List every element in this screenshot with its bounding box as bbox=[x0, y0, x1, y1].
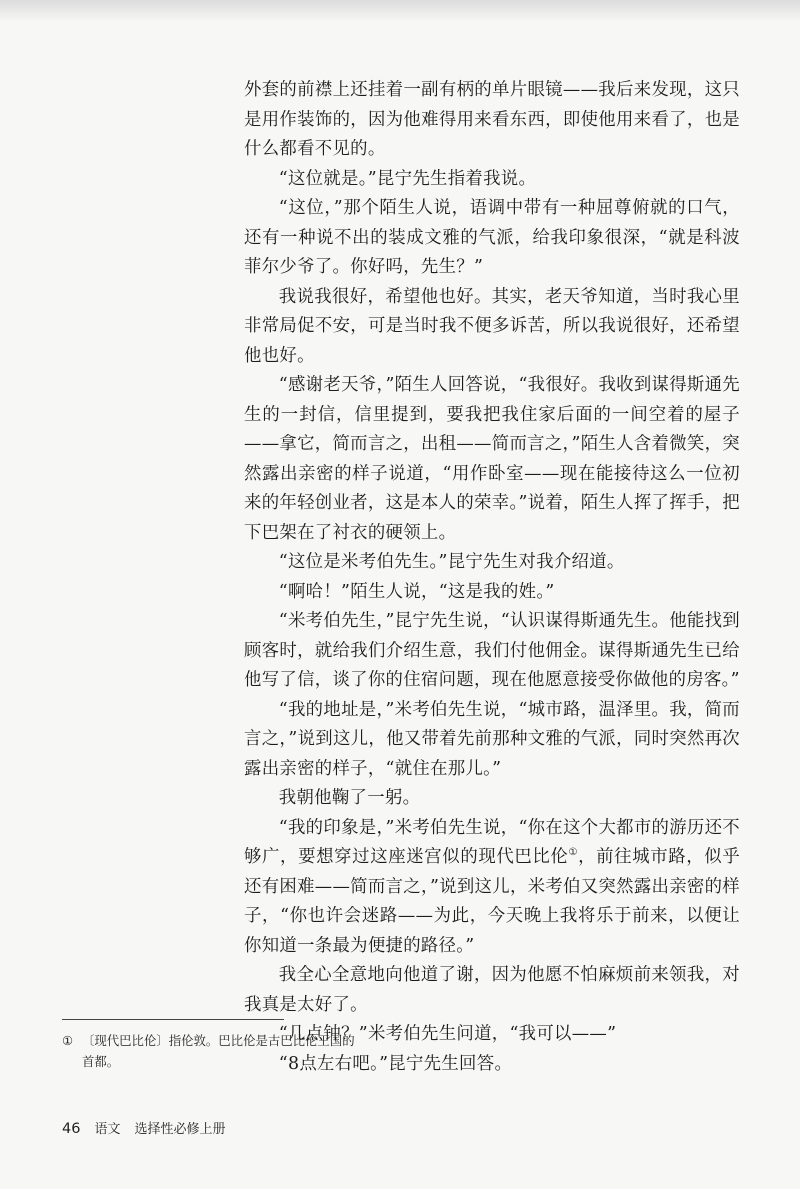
paragraph: “米考伯先生，”昆宁先生说，“认识谋得斯通先生。他能找到顾客时，就给我们介绍生意，我们付他佣金。谋得斯通先生已给他写了信，谈了你的住宿问题，现在他愿意接受你做他的房客。” bbox=[244, 611, 740, 690]
footnote-reference: ① bbox=[568, 847, 579, 859]
page-footer bbox=[62, 1118, 225, 1137]
paragraph: “几点钟？”米考伯先生问道，“我可以——” bbox=[278, 1024, 617, 1044]
book-subject: 语文 bbox=[94, 1122, 121, 1137]
footnote-number: ① bbox=[62, 1033, 74, 1048]
paragraph: “这位，”那个陌生人说，语调中带有一种屈尊俯就的口气，还有一种说不出的装成文雅的气派，给我印象很深，“就是科波菲尔少爷了。你好吗，先生？” bbox=[244, 198, 740, 277]
paragraph-text-after: ，前往城市路，似乎还有困难——简而言之，”说到这儿，米考伯又突然露出亲密的样子，“你也许会迷路——为此，今天晚上我将乐于前来，以便让你知道一条最为便捷的路径。” bbox=[244, 847, 741, 956]
paragraph: 我全心全意地向他道了谢，因为他愿不怕麻烦前来领我，对我真是太好了。 bbox=[244, 965, 740, 1015]
body-text bbox=[244, 76, 740, 1079]
footnote bbox=[62, 1030, 402, 1072]
paragraph-text-before: “我的印象是，”米考伯先生说，“你在这个大都市的游历还不够广，要想穿过这座迷宫似的现代巴比伦 bbox=[244, 817, 740, 867]
footnote-divider bbox=[62, 1019, 284, 1020]
paragraph: 外套的前襟上还挂着一副有柄的单片眼镜——我后来发现，这只是用作装饰的，因为他难得用来看东西，即使他用来看了，也是什么都看不见的。 bbox=[244, 80, 740, 159]
footnote-text: 〔现代巴比伦〕指伦敦。巴比伦是古巴比伦王国的 bbox=[82, 1033, 355, 1048]
footnote-line bbox=[62, 1030, 402, 1051]
page-number: 46 bbox=[62, 1121, 81, 1137]
paragraph: “这位是米考伯先生。”昆宁先生对我介绍道。 bbox=[278, 552, 625, 572]
paragraph: “这位就是。”昆宁先生指着我说。 bbox=[278, 168, 537, 189]
paragraph: “啊哈！”陌生人说，“这是我的姓。” bbox=[278, 581, 555, 602]
paragraph: 我朝他鞠了一躬。 bbox=[278, 788, 421, 808]
page-top-shadow bbox=[0, 0, 800, 22]
paragraph: “我的地址是，”米考伯先生说，“城市路，温泽里。我，简而言之，”说到这儿，他又带着先前那种文雅的气派，同时突然再次露出亲密的样子，“就住在那儿。” bbox=[244, 699, 740, 779]
paragraph-with-footnote bbox=[244, 814, 740, 962]
paragraph: “8点左右吧。”昆宁先生回答。 bbox=[278, 1053, 513, 1074]
paragraph: “感谢老天爷，”陌生人回答说，“我很好。我收到谋得斯通先生的一封信，信里提到，要我把我住家后面的一间空着的屋子——拿它，简而言之，出租——简而言之，”陌生人含着微笑，突然露出亲密的样子说道，“用作卧室——现在能接待这么一位初来的年轻创业者，这是本人的荣幸。”说着，陌生人挥了挥手，把下巴架在了衬衣的硬领上。 bbox=[244, 375, 740, 543]
paragraph: 我说我很好，希望他也好。其实，老天爷知道，当时我心里非常局促不安，可是当时我不便多诉苦，所以我说很好，还希望他也好。 bbox=[244, 286, 740, 366]
footnote-text-continued: 首都。 bbox=[82, 1054, 120, 1069]
book-volume: 选择性必修上册 bbox=[134, 1122, 226, 1137]
